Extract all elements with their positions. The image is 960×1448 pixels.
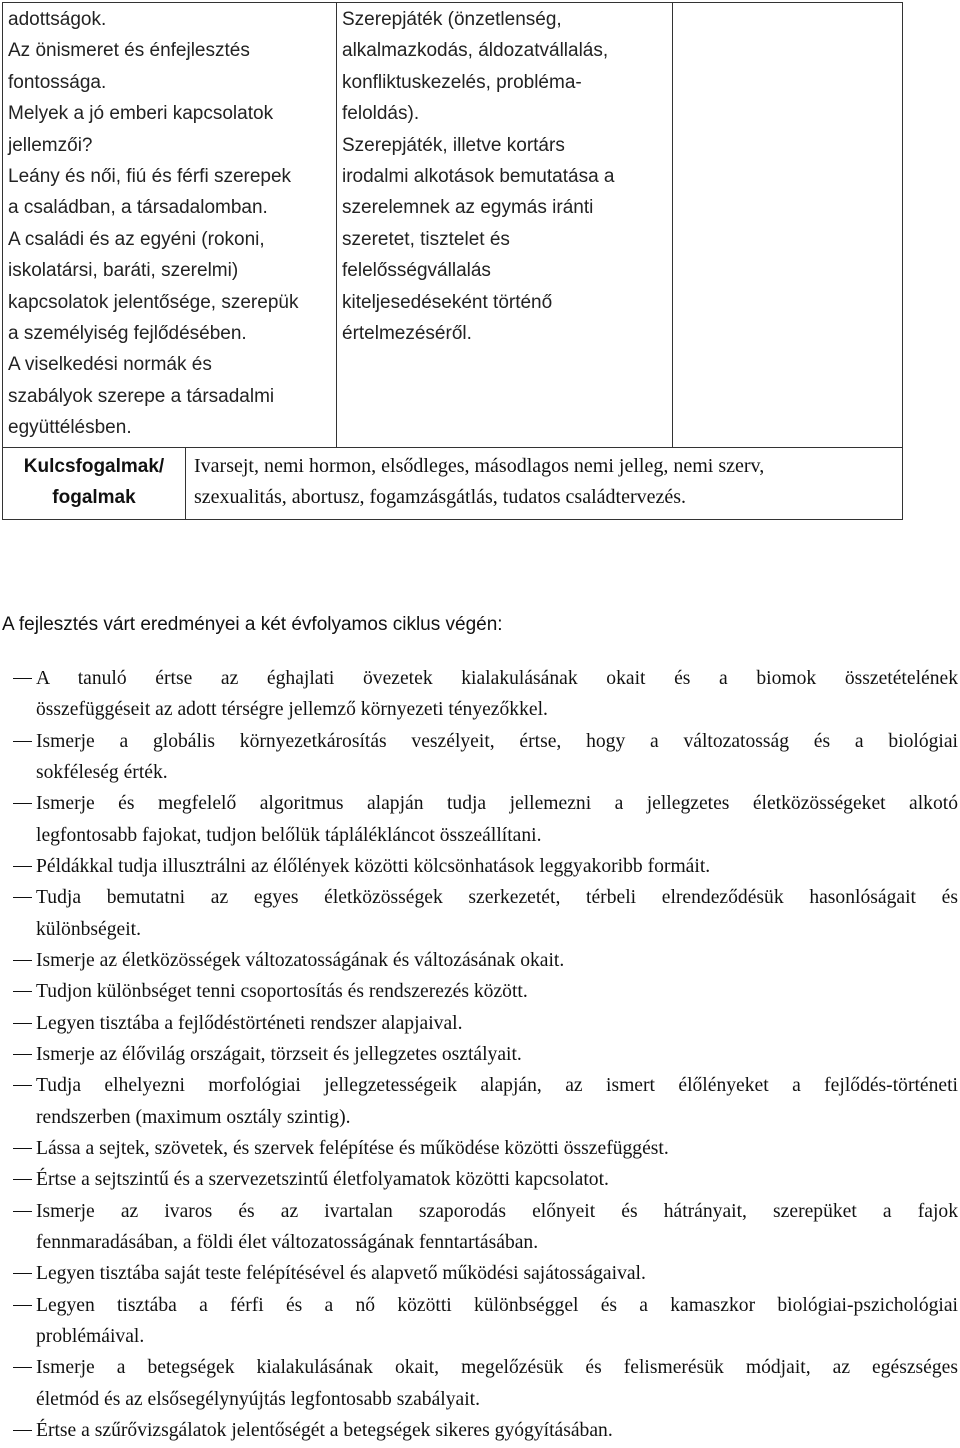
- dash-bullet-icon: [13, 1430, 32, 1431]
- topics-line: fontossága.: [8, 71, 107, 93]
- result-item: [0, 976, 958, 1007]
- dash-bullet-icon: [13, 1305, 32, 1306]
- dash-bullet-icon: [13, 1273, 32, 1274]
- cell-topics: [3, 3, 337, 448]
- activities-line: Szerepjáték (önzetlenség,: [342, 9, 562, 30]
- activities-text: [337, 3, 672, 352]
- dash-bullet-icon: [13, 1211, 32, 1212]
- result-item: [0, 1258, 958, 1289]
- topics-line: együttélésben.: [8, 417, 132, 439]
- activities-line: felelősségvállalás: [342, 260, 491, 282]
- dash-bullet-icon: [13, 960, 32, 961]
- result-item: [0, 945, 958, 976]
- result-item: [0, 1196, 958, 1259]
- topics-line: Leány és női, fiú és férfi szerepek: [8, 166, 292, 188]
- cell-activities: [337, 3, 673, 448]
- result-item-line: legfontosabb fajokat, tudjon belőlük táplálékláncot összeállítani.: [36, 824, 542, 846]
- curriculum-table: [2, 2, 903, 520]
- result-item-line: Legyen tisztába saját teste felépítésével és alapvető működési sajátosságaival.: [36, 1263, 646, 1285]
- result-item-line: Értse a sejtszintű és a szervezetszintű életfolyamatok közötti kapcsolatot.: [36, 1169, 609, 1191]
- result-item: [0, 1164, 958, 1195]
- result-item: [0, 726, 958, 789]
- dash-bullet-icon: [13, 741, 32, 742]
- activities-line: kiteljesedéseként történő: [342, 291, 553, 313]
- result-item-line: Értse a szűrővizsgálatok jelentőségét a betegségek sikeres gyógyításában.: [36, 1419, 613, 1441]
- key-concepts-label-line: fogalmak: [52, 486, 136, 508]
- dash-bullet-icon: [13, 866, 32, 867]
- dash-bullet-icon: [13, 1367, 32, 1368]
- topics-text: [3, 3, 336, 447]
- dash-bullet-icon: [13, 803, 32, 804]
- topics-line: Melyek a jó emberi kapcsolatok: [8, 103, 274, 125]
- activities-line: értelmezéséről.: [342, 323, 472, 345]
- topics-line: adottságok.: [8, 9, 107, 30]
- activities-line: szeretet, tisztelet és: [342, 228, 510, 250]
- result-item: [0, 1008, 958, 1039]
- result-item-line: Ismerje a globális környezetkárosítás veszélyeit, értse, hogy a változatosság és a biológiai: [36, 730, 958, 752]
- table-row-content: [3, 3, 903, 448]
- dash-bullet-icon: [13, 1148, 32, 1149]
- dash-bullet-icon: [13, 678, 32, 679]
- dash-bullet-icon: [13, 1023, 32, 1024]
- key-concepts-line: szexualitás, abortusz, fogamzásgátlás, tudatos családtervezés.: [194, 485, 687, 508]
- results-heading: A fejlesztés várt eredményei a két évfolyamos ciklus végén:: [2, 614, 503, 635]
- topics-line: iskolatársi, baráti, szerelmi): [8, 260, 239, 282]
- result-item-line: Ismerje és megfelelő algoritmus alapján tudja jellemezni a jellegzetes életközösségeket alkotó: [36, 793, 958, 815]
- result-item: [0, 882, 958, 945]
- topics-line: kapcsolatok jelentősége, szerepük: [8, 291, 299, 313]
- results-list: [0, 663, 958, 1446]
- result-item-line: Tudja bemutatni az egyes életközösségek szerkezetét, térbeli elrendeződésük hasonlóságait és: [36, 887, 958, 909]
- result-item-line: Ismerje az életközösségek változatosságának és változásának okait.: [36, 949, 565, 971]
- result-item: [0, 1352, 958, 1415]
- result-item-line: életmód és az elsősegélynyújtás legfontosabb szabályait.: [36, 1388, 480, 1410]
- activities-line: feloldás).: [342, 103, 420, 125]
- result-item-line: Ismerje a betegségek kialakulásának okait, megelőzésük és felismerésük módjait, az egészséges: [36, 1357, 958, 1379]
- activities-line: irodalmi alkotások bemutatása a: [342, 166, 615, 188]
- result-item: [0, 1070, 958, 1133]
- result-item-line: Tudja elhelyezni morfológiai jellegzetességeik alapján, az ismert élőlényeket a fejlődés-történeti: [36, 1075, 958, 1097]
- key-concepts-line: Ivarsejt, nemi hormon, elsődleges, másodlagos nemi jelleg, nemi szerv,: [194, 454, 765, 477]
- activities-line: alkalmazkodás, áldozatvállalás,: [342, 40, 609, 62]
- result-item-line: Ismerje az élővilág országait, törzseit és jellegzetes osztályait.: [36, 1043, 522, 1065]
- cell-key-concepts: [186, 447, 903, 519]
- result-item-line: Lássa a sejtek, szövetek, és szervek felépítése és működése közötti összefüggést.: [36, 1137, 669, 1159]
- key-concepts-label-line: Kulcsfogalmak/: [23, 455, 165, 477]
- dash-bullet-icon: [13, 991, 32, 992]
- dash-bullet-icon: [13, 897, 32, 898]
- result-item-line: Tudjon különbséget tenni csoportosítás és rendszerezés között.: [36, 981, 528, 1003]
- topics-line: A viselkedési normák és: [8, 354, 212, 376]
- result-item-line: Legyen tisztába a férfi és a nő közötti különbséggel és a kamaszkor biológiai-pszichológiai: [36, 1294, 958, 1316]
- topics-line: jellemzői?: [8, 134, 93, 156]
- result-item-line: problémáival.: [36, 1325, 145, 1347]
- dash-bullet-icon: [13, 1085, 32, 1086]
- cell-notes: [673, 3, 903, 448]
- result-item: [0, 1039, 958, 1070]
- result-item-line: rendszerben (maximum osztály szintig).: [36, 1106, 351, 1128]
- result-item: [0, 1133, 958, 1164]
- activities-line: szerelemnek az egymás iránti: [342, 197, 594, 219]
- topics-line: Az önismeret és énfejlesztés: [8, 40, 250, 62]
- result-item-line: összefüggéseit az adott térségre jellemző környezeti tényezőkkel.: [36, 699, 548, 721]
- topics-line: a személyiség fejlődésében.: [8, 323, 247, 345]
- key-concepts-label: [3, 448, 185, 519]
- notes-text: [673, 3, 902, 7]
- activities-line: Szerepjáték, illetve kortárs: [342, 134, 565, 156]
- topics-line: a családban, a társadalomban.: [8, 197, 268, 219]
- result-item-line: sokféleség érték.: [36, 761, 168, 783]
- result-item-line: Ismerje az ivaros és az ivartalan szaporodás előnyeit és hátrányait, szerepüket a fajok: [36, 1200, 958, 1222]
- result-item: [0, 788, 958, 851]
- dash-bullet-icon: [13, 1179, 32, 1180]
- cell-key-concepts-label: [3, 447, 186, 519]
- topics-line: A családi és az egyéni (rokoni,: [8, 228, 265, 250]
- result-item-line: fennmaradásában, a földi élet változatosságának fenntartásában.: [36, 1231, 539, 1253]
- result-item: [0, 663, 958, 726]
- dash-bullet-icon: [13, 1054, 32, 1055]
- table-row-key-concepts: [3, 447, 903, 519]
- result-item: [0, 1290, 958, 1353]
- topics-line: szabályok szerepe a társadalmi: [8, 385, 275, 407]
- result-item-line: A tanuló értse az éghajlati övezetek kialakulásának okait és a biomok összetételének: [36, 668, 958, 689]
- result-item-line: Legyen tisztába a fejlődéstörténeti rendszer alapjaival.: [36, 1012, 463, 1034]
- result-item: [0, 1415, 958, 1446]
- key-concepts-text: [186, 448, 902, 519]
- activities-line: konfliktuskezelés, probléma-: [342, 71, 582, 93]
- result-item-line: Példákkal tudja illusztrálni az élőlények közötti kölcsönhatások leggyakoribb formáit.: [36, 855, 711, 877]
- result-item-line: különbségeit.: [36, 918, 142, 940]
- result-item: [0, 851, 958, 882]
